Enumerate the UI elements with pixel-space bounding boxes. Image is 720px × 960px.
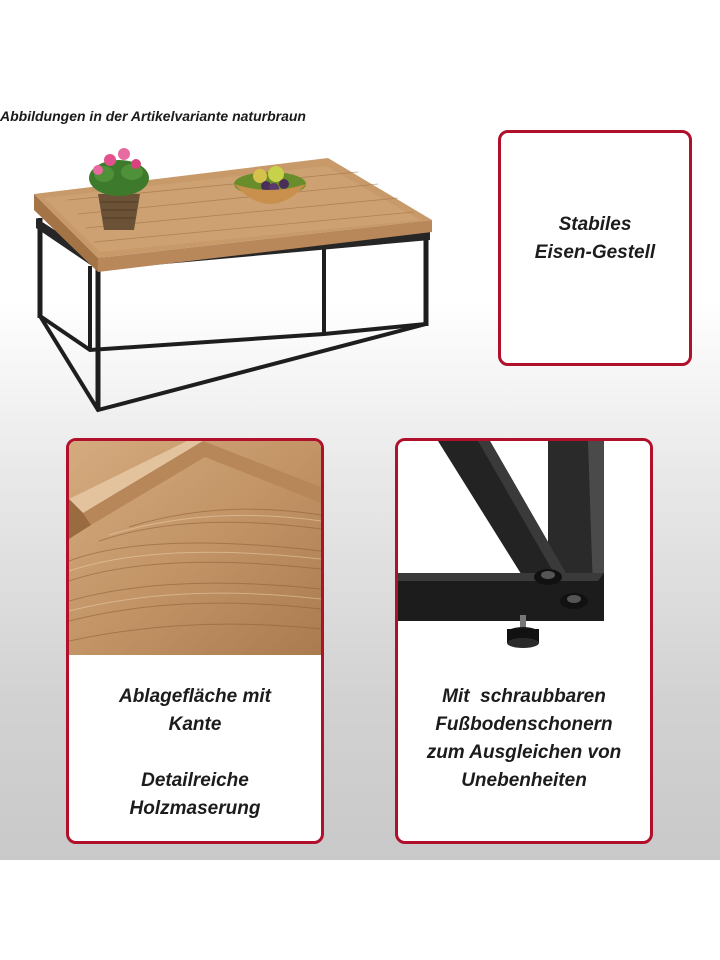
feature-line: Kante [168,714,222,735]
variant-caption: Abbildungen in der Artikelvariante naturbraun [0,108,306,124]
feature-line: Unebenheiten [461,770,587,791]
feature-line: Mit schraubbaren [442,686,606,707]
feature-line: Detailreiche [141,770,249,791]
feature-line: Stabiles [558,214,632,235]
wood-surface-photo [69,441,321,655]
feature-text-frame [501,211,689,267]
feature-text-feet [398,683,650,795]
feature-card-wood [66,438,324,844]
coffee-table-image [28,138,448,418]
feature-line: zum Ausgleichen von [426,742,622,763]
floor-protector-photo [398,441,650,655]
feature-card-feet [395,438,653,844]
feature-text-wood [69,683,321,823]
feature-line: Fußbodenschonern [435,714,613,735]
feature-line: Holzmaserung [129,798,261,819]
feature-card-frame [498,130,692,366]
feature-line: Ablagefläche mit [118,686,272,707]
feature-line: Eisen-Gestell [534,242,656,263]
